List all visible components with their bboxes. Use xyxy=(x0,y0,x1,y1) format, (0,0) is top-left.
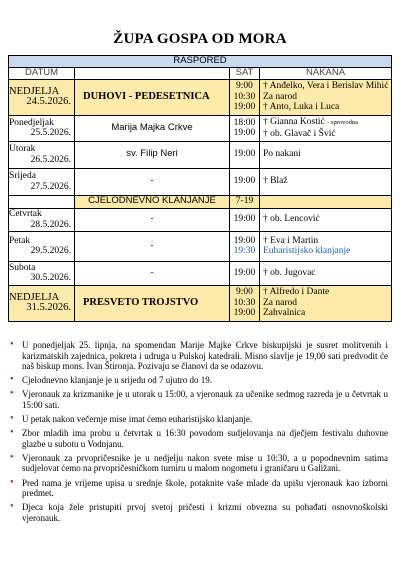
table-row xyxy=(9,285,392,321)
time-cell xyxy=(230,115,260,141)
day-label: Utorak xyxy=(9,144,36,154)
table-row xyxy=(9,231,392,261)
date-cell xyxy=(9,115,75,141)
date-cell xyxy=(9,141,75,168)
date-cell xyxy=(9,231,75,261)
intention-note: - sprovodna xyxy=(327,119,358,126)
intention: Zahvalnica xyxy=(263,308,306,319)
list-item: • Cjelodnevno klanjanje je u srijedu od 7 ujutro do 19. xyxy=(8,375,388,386)
table-row xyxy=(9,261,392,285)
adoration-cell: CJELODNEVNO KLANJANJE xyxy=(75,195,230,208)
time-cell xyxy=(230,285,260,321)
time-cell: 19:00 xyxy=(230,141,260,168)
day-label: NEDJELJA xyxy=(9,291,60,303)
list-item: • Vjeronauk za krizmanike je u utorak u 15:00, a vjeronauk za učenike sedmog razreda je u četvrtak u 15:00 sati. xyxy=(8,389,388,410)
event-cell: DUHOVI - PEDESETNICA xyxy=(75,79,230,115)
col-date-header: DATUM xyxy=(9,68,75,80)
table-row xyxy=(9,195,392,208)
date-label: 26.5.2026. xyxy=(30,154,71,165)
time: 9:00 xyxy=(236,287,253,298)
time: 18:00 xyxy=(233,117,256,128)
time: 10:30 xyxy=(233,91,256,102)
date-label: 31.5.2026. xyxy=(26,302,71,313)
list-item: • Djeca koja žele pristupiti prvoj svetoj pričesti i krizmi obvezna su pohađati osnovnoškolski vjeronauk. xyxy=(8,502,388,523)
intention: † ob. Glavač i Švić xyxy=(263,128,336,139)
list-item: • Pred nama je vrijeme upisa u srednje škole, potaknite vaše mlade da upišu vjeronauk kao izborni predmet. xyxy=(8,478,388,499)
table-row xyxy=(9,79,392,115)
event-cell: - xyxy=(75,261,230,285)
list-item: • Vjeronauk za prvopričesnike je u nedjelju nakon svete mise u 10:30, a u popodnevnim satima sudjelovat ćemo na prvopričesničkom turniru u malom nogometu i graničaru u Galižani. xyxy=(8,453,388,474)
time: 19:30 xyxy=(233,246,256,256)
intention: Za narod xyxy=(263,297,298,308)
time-cell: 19:00 xyxy=(230,168,260,195)
intention: † Alfredo i Dante xyxy=(263,287,330,298)
intention: † Anđelko, Vera i Berislav Mihić xyxy=(263,81,389,92)
intention: Za narod xyxy=(263,91,298,102)
date-label: 29.5.2026. xyxy=(30,246,71,256)
time: 19:00 xyxy=(233,308,256,319)
names-cell xyxy=(260,115,392,141)
time-cell: 19:00 xyxy=(230,261,260,285)
event-cell: Marija Majka Crkve xyxy=(75,115,230,141)
names-cell: † ob. Jugovac xyxy=(260,261,392,285)
time-cell xyxy=(230,79,260,115)
names-cell: † ob. Lencović xyxy=(260,208,392,231)
date-cell xyxy=(9,208,75,231)
date-cell xyxy=(9,79,75,115)
date-label: 24.5.2026. xyxy=(26,96,71,107)
names-cell xyxy=(260,231,392,261)
schedule-header: RASPORED xyxy=(9,56,392,68)
intention: Euharistijsko klanjanje xyxy=(263,246,351,256)
event-cell: - xyxy=(75,208,230,231)
col-names-header: NAKANA xyxy=(260,68,392,80)
names-cell xyxy=(260,79,392,115)
announcements-list xyxy=(8,340,388,527)
time: 9:00 xyxy=(236,81,253,92)
names-cell: † Blaž xyxy=(260,168,392,195)
day-label: Srijeda xyxy=(9,171,36,181)
event-cell: - xyxy=(75,168,230,195)
table-row xyxy=(9,208,392,231)
event-cell: PRESVETO TROJSTVO xyxy=(75,285,230,321)
col-time-header: SAT xyxy=(230,68,260,80)
day-label: Petak xyxy=(9,235,31,246)
day-label: Četvrtak xyxy=(9,209,42,219)
intention: † Anto, Luka i Luca xyxy=(263,102,340,113)
time: 19:00 xyxy=(233,102,256,113)
date-cell xyxy=(9,168,75,195)
date-cell xyxy=(9,285,75,321)
list-item: • U ponedjeljak 25. lipnja, na spomendan Marije Majke Crkve biskupijski je susret molitvenih i karizmatskih zajednica, pokreta i udruga u Pulskoj katedrali. Misno slavlje je 19,00 sati predvodit će naš biskup mons. Ivan Štironja. Pozivaju se članovi da se odazovu. xyxy=(8,340,388,372)
table-row xyxy=(9,141,392,168)
time-cell: 19:00 xyxy=(230,208,260,231)
intention: † Eva i Martin xyxy=(263,235,319,246)
date-label: 30.5.2026. xyxy=(30,273,71,283)
time-cell: 7-19 xyxy=(230,195,260,208)
table-row xyxy=(9,168,392,195)
page-title: ŽUPA GOSPA OD MORA xyxy=(113,31,287,47)
event-cell: - xyxy=(75,231,230,261)
time: 10:30 xyxy=(233,297,256,308)
list-item: • Zbor mladih ima probu u četvrtak u 16:30 povodom sudjelovanja na dječjem festivalu duhovne glazbe u subotu u Vodnjanu. xyxy=(8,428,388,449)
date-label: 25.5.2026. xyxy=(30,128,71,138)
date-label: 27.5.2026. xyxy=(30,181,71,192)
intention: † Gianna Kostić xyxy=(263,117,325,127)
day-label: NEDJELJA xyxy=(9,85,60,97)
day-label: Subota xyxy=(9,262,36,273)
names-cell: Po nakani xyxy=(260,141,392,168)
time: 19:00 xyxy=(233,235,256,246)
day-label: Ponedjeljak xyxy=(9,117,54,128)
names-cell xyxy=(260,285,392,321)
event-cell: sv. Filip Neri xyxy=(75,141,230,168)
time: 19:00 xyxy=(233,128,256,138)
table-row xyxy=(9,115,392,141)
date-label: 28.5.2026. xyxy=(30,219,71,230)
schedule-table xyxy=(8,55,392,322)
list-item: • U petak nakon večernje mise imat ćemo euharistijsko klanjanje. xyxy=(8,414,388,425)
date-cell xyxy=(9,261,75,285)
time-cell xyxy=(230,231,260,261)
